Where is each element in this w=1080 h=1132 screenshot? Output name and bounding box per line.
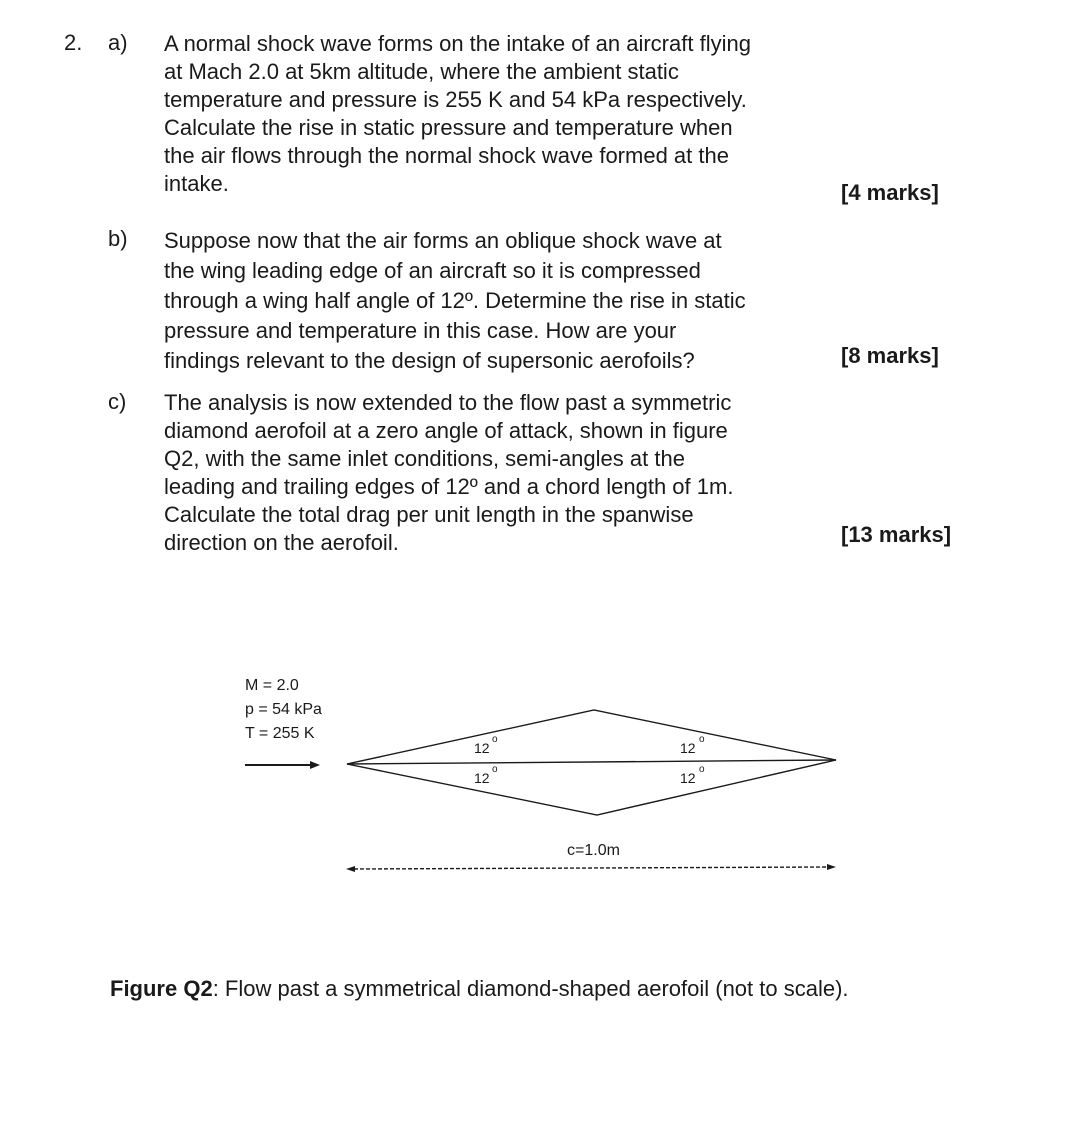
svg-text:12: 12 (474, 740, 490, 756)
figure-caption-label: Figure Q2 (110, 976, 213, 1001)
svg-text:o: o (492, 764, 498, 775)
part-b-marks: [8 marks] (841, 343, 939, 368)
part-c-marks: [13 marks] (841, 522, 952, 547)
figure-caption-text: : Flow past a symmetrical diamond-shaped aerofoil (not to scale). (212, 976, 849, 1001)
svg-text:o: o (699, 764, 705, 775)
question-number: 2. (64, 30, 83, 55)
chord-dimension-line (354, 867, 828, 869)
flow-arrow-head (310, 761, 320, 769)
svg-text:o: o (492, 734, 498, 745)
angle-label-leading-upper (474, 734, 498, 756)
angle-label-trailing-lower (680, 764, 705, 786)
inlet-temperature-label: T = 255 K (245, 725, 315, 742)
figure-caption (110, 976, 849, 1002)
svg-text:12: 12 (680, 740, 696, 756)
part-c-label: c) (108, 389, 127, 414)
angle-label-trailing-upper (680, 734, 705, 756)
part-a-label: a) (108, 30, 128, 55)
part-c-text: The analysis is now extended to the flow past a symmetric diamond aerofoil at a zero angle of attack, shown in figure Q2, with the same inlet conditions, semi-angles at the leading and trailing edges of 12º and a chord length of 1m. Calculate the total drag per unit length in the spanwise direction on the aerofoil. (164, 390, 734, 555)
part-a-marks: [4 marks] (841, 180, 939, 205)
svg-text:12: 12 (474, 770, 490, 786)
chord-line (347, 760, 836, 764)
angle-label-leading-lower (474, 764, 498, 786)
part-b-label: b) (108, 226, 128, 251)
svg-text:o: o (699, 734, 705, 745)
part-a-text: A normal shock wave forms on the intake of an aircraft flying at Mach 2.0 at 5km altitude, where the ambient static temperature and pressure is 255 K and 54 kPa respectively. Calculate the rise in static pressure and temperature when the air flows through the normal shock wave formed at the intake. (164, 31, 751, 196)
chord-length-label: c=1.0m (567, 842, 620, 859)
part-b-text: Suppose now that the air forms an oblique shock wave at the wing leading edge of an aircraft so it is compressed through a wing half angle of 12º. Determine the rise in static pressure and temperature in this case. How are your findings relevant to the design of supersonic aerofoils? (164, 228, 746, 373)
chord-dimension-right-arrowhead (827, 864, 836, 870)
svg-text:12: 12 (680, 770, 696, 786)
inlet-mach-label: M = 2.0 (245, 677, 299, 694)
chord-dimension-left-arrowhead (346, 866, 355, 872)
inlet-pressure-label: p = 54 kPa (245, 701, 322, 718)
